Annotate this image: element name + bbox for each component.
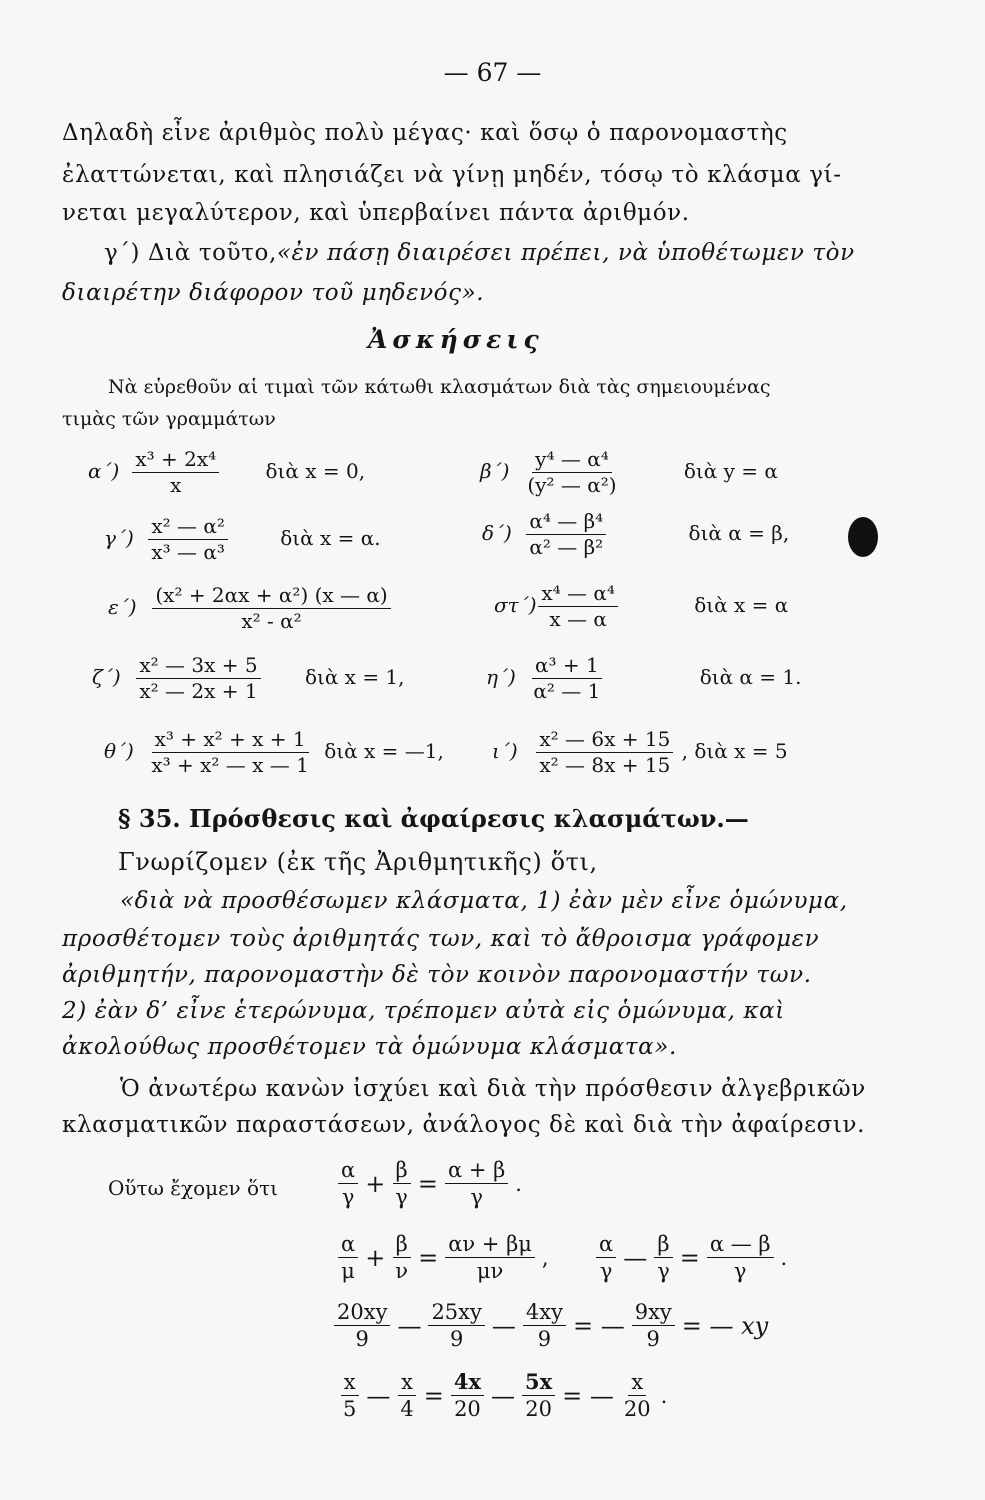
exercise-fraction: $\frac{\text{x³ + 2x⁴}}{x}$ bbox=[132, 448, 219, 497]
quote-line-1: «διὰ νὰ προσθέσωμεν κλάσματα, 1) ἐὰν μὲν εἶνε ὁμώνυμα, bbox=[120, 888, 848, 914]
rule-text: Διὰ τοῦτο, bbox=[147, 240, 277, 266]
formula-4: $\frac{20xy}{9}$ — $\frac{25xy}{9}$ — $\frac{4xy}{9}$ = — $\frac{9xy}{9}$ = — xy bbox=[334, 1300, 768, 1351]
exercise-condition: διὰ x = 1, bbox=[304, 665, 405, 689]
intro-line-2: ἐλαττώνεται, καὶ πλησιάζει νὰ γίνῃ μηδέν, τόσῳ τὸ κλάσμα γί- bbox=[62, 162, 842, 188]
known-line: Γνωρίζομεν (ἐκ τῆς Ἀριθμητικῆς) ὅτι, bbox=[118, 848, 598, 876]
exercise-h bbox=[486, 654, 802, 703]
quote-line-3: ἀριθμητήν, παρονομαστὴν δὲ τὸν κοινὸν παρονομαστήν των. bbox=[62, 962, 812, 988]
rule-label: γ΄) bbox=[104, 240, 141, 266]
formula-3: $\frac{\alpha}{\gamma}$ — $\frac{\beta}{\gamma}$ = $\frac{\alpha — \beta}{\gamma}$ . bbox=[596, 1232, 787, 1283]
exercise-fraction: $\frac{\text{x² — 3x + 5}}{\text{x² — 2x + 1}}$ bbox=[136, 654, 260, 703]
exercise-e bbox=[108, 584, 391, 633]
exercise-fraction: $\frac{\text{x² — 6x + 15}}{\text{x² — 8x + 15}}$ bbox=[536, 728, 673, 777]
exercise-b bbox=[480, 448, 778, 497]
exercise-st bbox=[494, 582, 788, 631]
exercise-th bbox=[104, 728, 444, 777]
page-number: — 67 — bbox=[443, 58, 542, 87]
rule-quote: «ἐν πάσῃ διαιρέσει πρέπει, νὰ ὑποθέτωμεν τὸν bbox=[276, 240, 855, 266]
exercise-fraction: $\frac{\text{x³ + x² + x + 1}}{\text{x³ + x² — x — 1}}$ bbox=[151, 727, 309, 777]
intro-line-3: νεται μεγαλύτερον, καὶ ὑπερβαίνει πάντα ἀριθμόν. bbox=[62, 200, 690, 226]
intro-line-1: Δηλαδὴ εἶνε ἀριθμὸς πολὺ μέγας· καὶ ὅσῳ ὁ παρονομαστὴς bbox=[62, 120, 788, 146]
rule-paragraph bbox=[104, 240, 855, 266]
exercises-instruction: Νὰ εὑρεθοῦν αἱ τιμαὶ τῶν κάτωθι κλασμάτων διὰ τὰς σημειουμένας bbox=[108, 376, 771, 398]
exercise-condition: διὰ x = —1, bbox=[324, 739, 444, 763]
exercise-label: ε΄) bbox=[108, 595, 137, 619]
exercise-condition: διὰ x = 0, bbox=[265, 459, 366, 483]
exercise-label: γ΄) bbox=[104, 526, 134, 550]
rule-line-2: κλασματικῶν παραστάσεων, ἀνάλογος δὲ καὶ διὰ τὴν ἀφαίρεσιν. bbox=[62, 1112, 865, 1138]
formula-1: $\frac{\alpha}{\gamma}$ + $\frac{\beta}{\gamma}$ = $\frac{\alpha + \beta}{\gamma}$ . bbox=[338, 1158, 522, 1209]
exercise-i bbox=[492, 728, 788, 777]
exercise-label: ι΄) bbox=[492, 739, 518, 763]
section-heading bbox=[118, 804, 749, 833]
quote-line-2: προσθέτομεν τοὺς ἀριθμητάς των, καὶ τὸ ἄθροισμα γράφομεν bbox=[62, 926, 820, 952]
exercise-c bbox=[104, 515, 381, 564]
exercise-label: θ΄) bbox=[104, 739, 134, 763]
exercise-label: ζ΄) bbox=[92, 665, 121, 689]
exercise-a bbox=[88, 448, 365, 497]
exercise-condition: , διὰ x = 5 bbox=[681, 739, 788, 763]
exercise-fraction: $\frac{\text{x² — α²}}{\text{x³ — α³}}$ bbox=[148, 515, 228, 564]
thus-text: Οὕτω ἔχομεν ὅτι bbox=[108, 1176, 278, 1200]
exercise-label: β΄) bbox=[480, 459, 510, 483]
quote-line-5: ἀκολούθως προσθέτομεν τὰ ὁμώνυμα κλάσματα». bbox=[62, 1034, 677, 1060]
exercise-condition: διὰ y = α bbox=[683, 459, 778, 483]
formula-5: $\frac{x}{5}$ — $\frac{x}{4}$ = $\frac{4x}{20}$ — $\frac{5x}{20}$ = — $\frac{x}{20}$ . bbox=[340, 1370, 667, 1421]
exercise-label: η΄) bbox=[486, 665, 516, 689]
exercise-label: δ΄) bbox=[482, 521, 512, 545]
ink-blot bbox=[848, 517, 878, 557]
quote-line-4: 2) ἐὰν δ’ εἶνε ἑτερώνυμα, τρέπομεν αὐτὰ εἰς ὁμώνυμα, καὶ bbox=[62, 998, 785, 1024]
exercise-condition: διὰ α = 1. bbox=[699, 665, 802, 689]
exercise-z bbox=[92, 654, 405, 703]
exercises-instruction-cont: τιμὰς τῶν γραμμάτων bbox=[62, 408, 276, 430]
rule-line-1: Ὁ ἀνωτέρω κανὼν ἰσχύει καὶ διὰ τὴν πρόσθεσιν ἀλγεβρικῶν bbox=[120, 1076, 866, 1102]
exercise-condition: διὰ α = β, bbox=[688, 521, 790, 545]
exercise-fraction: $\frac{\text{y⁴ — α⁴}}{\text{(y² — α²)}}$ bbox=[527, 447, 617, 497]
exercise-condition: διὰ x = α. bbox=[280, 526, 381, 550]
exercise-label: α΄) bbox=[88, 459, 120, 483]
exercise-condition: διὰ x = α bbox=[694, 593, 789, 617]
exercise-label: στ΄) bbox=[494, 593, 537, 617]
rule-quote-cont: διαιρέτην διάφορον τοῦ μηδενός». bbox=[62, 280, 485, 306]
formula-2: $\frac{\alpha}{\mu}$ + $\frac{\beta}{\nu}$ = $\frac{\alpha\nu + \beta\mu}{\mu\nu}$ , bbox=[338, 1232, 549, 1283]
exercise-d bbox=[482, 510, 789, 559]
section-number: § 35. bbox=[118, 804, 181, 833]
exercise-fraction: $\frac{\text{α⁴ — β⁴}}{\text{α² — β²}}$ bbox=[526, 510, 606, 559]
exercises-heading: Ἀσκήσεις bbox=[368, 325, 544, 354]
section-title: Πρόσθεσις καὶ ἀφαίρεσις κλασμάτων.— bbox=[189, 804, 749, 833]
exercise-fraction: $\frac{\text{α³ + 1}}{\text{α² — 1}}$ bbox=[533, 653, 601, 703]
exercise-fraction: $\frac{\text{(x² + 2αx + α²) (x — α)}}{\text{x² - α²}}$ bbox=[152, 584, 390, 633]
exercise-fraction: $\frac{\text{x⁴ — α⁴}}{x — \alpha}$ bbox=[538, 582, 618, 631]
